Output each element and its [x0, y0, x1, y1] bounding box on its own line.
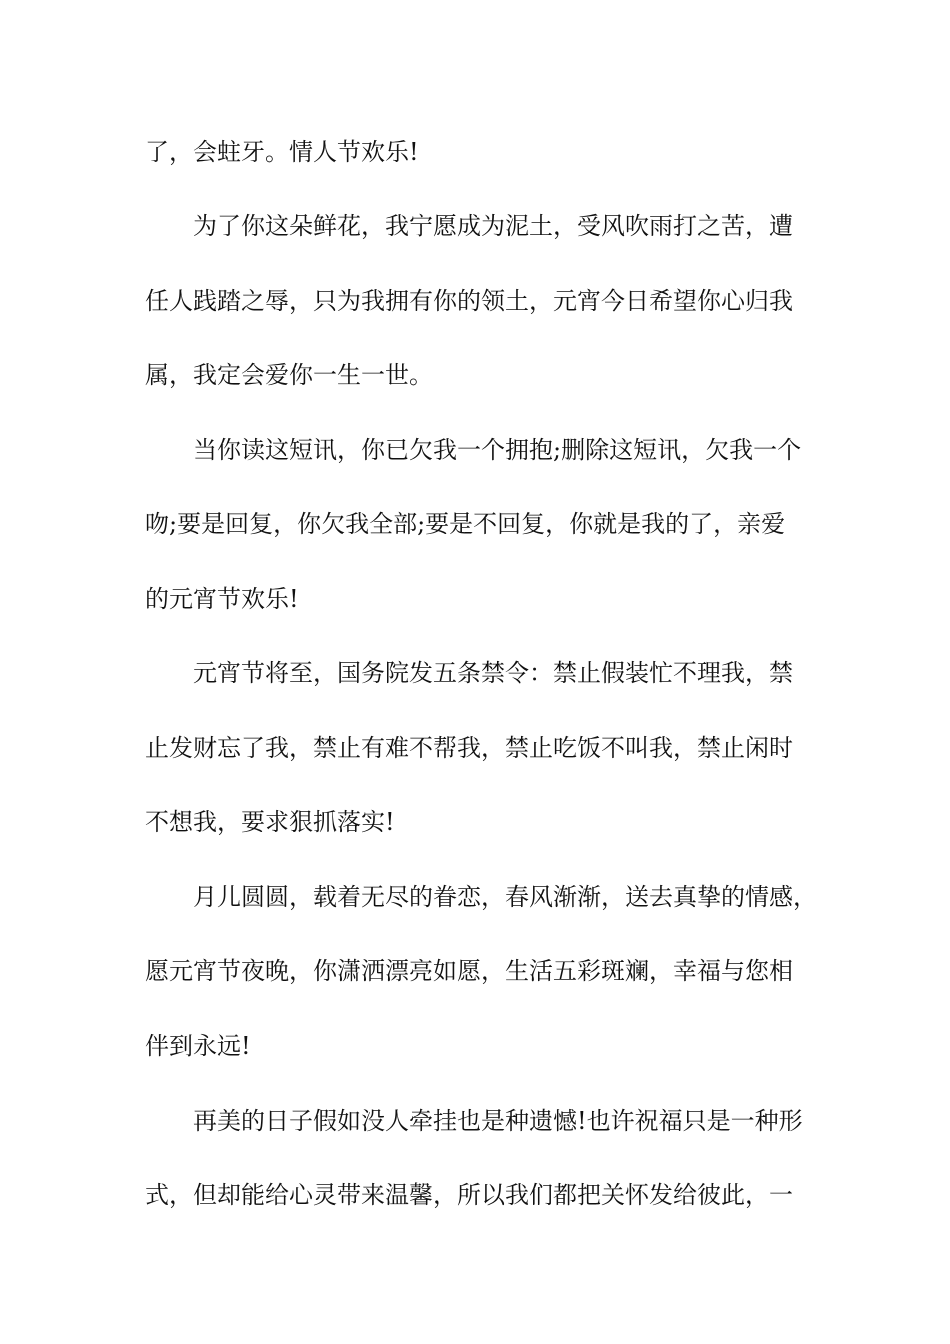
- paragraph-first-line: 当你读这短讯，你已欠我一个拥抱;删除这短讯，欠我一个: [193, 436, 802, 464]
- text-line: 吻;要是回复，你欠我全部;要是不回复，你就是我的了，亲爱: [145, 510, 786, 538]
- paragraph-first-line: 元宵节将至，国务院发五条禁令：禁止假装忙不理我，禁: [193, 659, 793, 687]
- text-line: 式，但却能给心灵带来温馨，所以我们都把关怀发给彼此，一: [145, 1181, 793, 1209]
- text-line: 的元宵节欢乐!: [145, 585, 299, 613]
- text-line: 伴到永远!: [145, 1032, 251, 1060]
- paragraph-first-line: 为了你这朵鲜花，我宁愿成为泥土，受风吹雨打之苦，遭: [193, 212, 793, 240]
- paragraph-first-line: 再美的日子假如没人牵挂也是种遗憾!也许祝福只是一种形: [193, 1107, 803, 1135]
- text-line: 属，我定会爱你一生一世。: [145, 361, 433, 389]
- text-line: 愿元宵节夜晚，你潇洒漂亮如愿，生活五彩斑斓，幸福与您相: [145, 957, 793, 985]
- text-line: 止发财忘了我，禁止有难不帮我，禁止吃饭不叫我，禁止闲时: [145, 734, 793, 762]
- text-line: 不想我，要求狠抓落实!: [145, 808, 395, 836]
- text-line: 任人践踏之辱，只为我拥有你的领土，元宵今日希望你心归我: [145, 287, 793, 315]
- text-line: 了，会蛀牙。情人节欢乐!: [145, 138, 419, 166]
- paragraph-first-line: 月儿圆圆，载着无尽的眷恋，春风渐渐，送去真挚的情感，: [193, 883, 817, 911]
